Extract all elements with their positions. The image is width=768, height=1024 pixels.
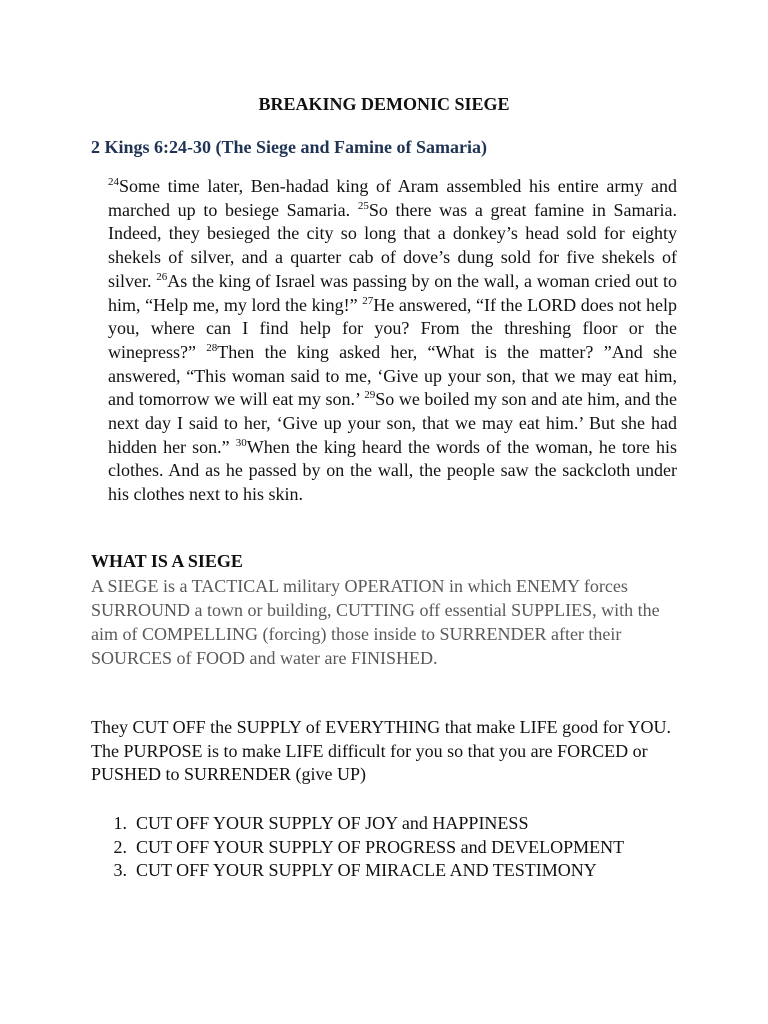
verse-text: Then the king asked her, “What is the matter? ”And she answered, “This woman said to me, ‘Give up your son, that we may eat him, and tomorrow we will eat my son.’ [108, 341, 677, 410]
purpose-paragraph: They CUT OFF the SUPPLY of EVERYTHING that make LIFE good for YOU. The PURPOSE is to make LIFE difficult for you so that you are FORCED or PUSHED to SURRENDER (give UP) [91, 717, 671, 784]
list-number: 1. [113, 813, 127, 833]
verse-number: 27 [362, 294, 374, 307]
supply-list [91, 812, 691, 883]
verse-text: So we boiled my son and ate him, and the next day I said to her, ‘Give up your son, that we may eat him.’ But she had hidden her son.” [108, 389, 677, 457]
list-number: 2. [113, 836, 127, 857]
list-text: CUT OFF YOUR SUPPLY OF PROGRESS and DEVELOPMENT [136, 836, 625, 857]
verse-number: 25 [357, 199, 369, 212]
list-number: 3. [113, 860, 127, 880]
verse-number: 30 [235, 436, 247, 449]
verse-number: 26 [156, 270, 168, 283]
list-item [91, 812, 691, 836]
verse-number: 28 [206, 341, 218, 354]
verse-number: 24 [108, 176, 119, 188]
verse-text: Some time later, Ben-hadad king of Aram assembled his entire army and marched up to besiege Samaria. [108, 176, 677, 220]
scripture-passage [108, 175, 677, 507]
document-title: BREAKING DEMONIC SIEGE [258, 94, 510, 114]
verse-text: When the king heard the words of the woman, he tore his clothes. And as he passed by on the wall, the people saw the sackcloth under his clothes next to his skin. [108, 436, 677, 505]
siege-definition: A SIEGE is a TACTICAL military OPERATION in which ENEMY forces SURROUND a town or building, CUTTING off essential SUPPLIES, with the aim of COMPELLING (forcing) those inside to SURRENDER after their SOURCES of FOOD and water are FINISHED. [91, 576, 660, 668]
verse-text: So there was a great famine in Samaria. Indeed, they besieged the city so long that a donkey’s head sold for eighty shekels of silver, and a quarter cab of dove’s dung sold for five shekels of silver. [108, 199, 677, 291]
list-item [91, 836, 691, 860]
list-text: CUT OFF YOUR SUPPLY OF JOY and HAPPINESS [136, 813, 529, 833]
list-item [91, 859, 691, 883]
scripture-reference: 2 Kings 6:24-30 (The Siege and Famine of Samaria) [91, 137, 487, 157]
verse-text: As the king of Israel was passing by on the wall, a woman cried out to him, “Help me, my lord the king!” [108, 270, 678, 315]
verse-text: He answered, “If the LORD does not help you, where can I find help for you? From the threshing floor or the winepress?” [108, 294, 677, 362]
verse-number: 29 [364, 389, 376, 402]
list-text: CUT OFF YOUR SUPPLY OF MIRACLE AND TESTIMONY [136, 860, 597, 880]
section-heading: WHAT IS A SIEGE [91, 551, 243, 571]
